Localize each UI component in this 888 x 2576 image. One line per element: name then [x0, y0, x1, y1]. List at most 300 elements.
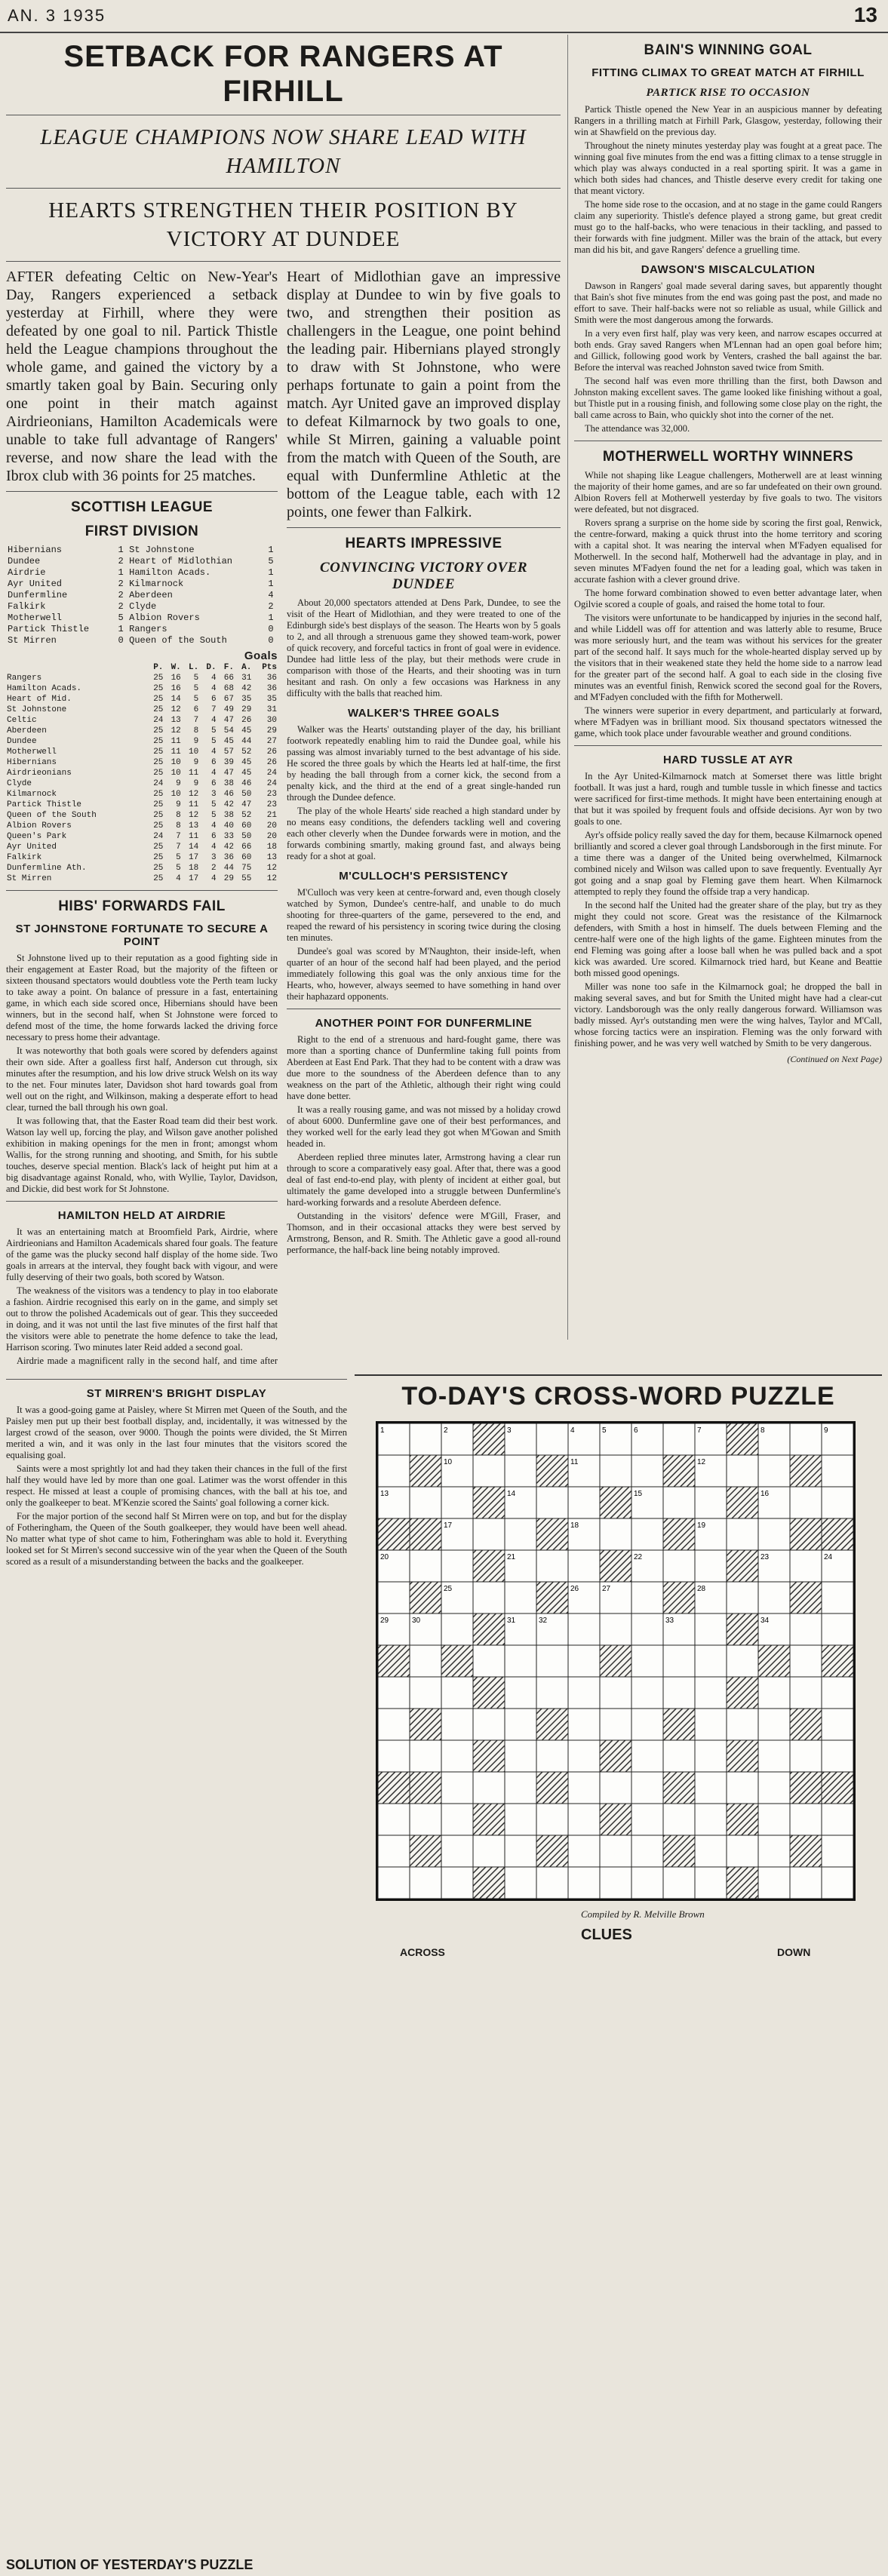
crossword-cell[interactable] [505, 1867, 536, 1899]
hibs-paragraph: It was following that, that the Easter Road team did their best work. Watson lay well up, forcing the play, and Wilson gave another polished exhibition in making openings for the men in front; amongst whom Wallis, for the strong running and shooting, and Smith, for his subtle touches, deserve special mention. Black's lack of height put him at a big disadvantage against Ronald, who, with Wyllie, Taylor, Davidson, and Dickie, did best work for St Johnstone. [6, 1116, 278, 1194]
crossword-cell[interactable] [790, 1740, 822, 1772]
crossword-number: 6 [634, 1426, 638, 1435]
stmirren-body [6, 1405, 347, 1567]
crossword-cell[interactable] [600, 1518, 631, 1550]
dunfermline-paragraph: Outstanding in the visitors' defence were M'Gill, Fraser, and Thomson, and in their occasional attacks they were best served by Armstrong, Benson, and R. Smith. The Athletic gave a good all-round performance, the half-back line being notably improved. [287, 1211, 561, 1255]
crossword-cell[interactable] [631, 1582, 663, 1613]
crossword-cell[interactable] [758, 1804, 790, 1835]
crossword-black-cell [410, 1518, 441, 1550]
dawson-paragraph: In a very even first half, play was very keen, and narrow escapes occurred at both ends. Gray saved Rangers when M'Lennan had an open goal before him; and Gillick, following good work by Venters, crashed the ball against the bar. Before the interval was reached Johnston saved twice from Smith. [574, 328, 882, 373]
crossword-number: 23 [760, 1553, 770, 1561]
crossword-cell[interactable] [441, 1550, 473, 1582]
crossword-cell[interactable] [822, 1455, 853, 1487]
solution-headline: SOLUTION OF YESTERDAY'S PUZZLE [6, 2557, 253, 2572]
league-table-row: St Johnstone 25 12 6 7 49 29 31 [7, 705, 277, 714]
crossword-number: 24 [824, 1553, 833, 1561]
crossword-cell[interactable] [410, 1645, 441, 1677]
crossword-cell[interactable] [441, 1835, 473, 1867]
crossword-cell[interactable] [441, 1740, 473, 1772]
crossword-cell[interactable] [378, 1740, 410, 1772]
crossword-grid-svg[interactable] [378, 1423, 853, 1899]
crossword-cell[interactable] [790, 1550, 822, 1582]
crossword-black-cell [727, 1550, 758, 1582]
crossword-black-cell [600, 1740, 631, 1772]
crossword-cell[interactable] [727, 1835, 758, 1867]
walker-paragraph: The play of the whole Hearts' side reached a high standard under by no means easy conditions, the defenders tackling well and covering each other cleverly when the Dundee forwards were in motion, and the forwards combining smartly, making ground fast, and always being ready for a shot at goal. [287, 806, 561, 861]
hearts-paragraph: About 20,000 spectators attended at Dens Park, Dundee, to see the visit of the Heart of Midlothian, and they were treated to one of the Edinburgh side's best displays of the season. The Hearts won by 5 goals to 2, and all through a strenuous game they showed team-work, power of quick recovery, and forceful tactics in front of goal were in evidence. Dundee had little less of the play, but their methods were crude in comparison with those of the Hearts, and their shooting was in turn hesitant and rash. On only a few occasions was Harkness in any difficulty with the balls that reached him. [287, 597, 561, 698]
crossword-cell[interactable] [758, 1867, 790, 1899]
crossword-number: 32 [539, 1617, 548, 1625]
crossword-cell[interactable] [727, 1455, 758, 1487]
crossword-cell[interactable] [600, 1613, 631, 1645]
crossword-cell[interactable] [410, 1423, 441, 1455]
motherwell-paragraph: The visitors were unfortunate to be handicapped by injuries in the second half, and while Liddell was off for attention and was latterly able to resume, Bruce was more seriously hurt, and the team was without his services for the greater part of the second half. It says much for the whole-hearted display served up by the visitors that in their weakened state they held the home side to a narrow lead for the greater part of the second half. A goal to each side in the closing five minutes was an eventful finish, Renwick scored the second goal for the Rovers, and M'Fadyen concluded with the fifth for Motherwell. [574, 613, 882, 702]
crossword-cell[interactable] [473, 1772, 505, 1804]
result-row: Airdrie 1 Hamilton Acads. 1 [8, 567, 274, 578]
crossword-cell[interactable] [473, 1835, 505, 1867]
bain-subheadline-2: PARTICK RISE TO OCCASION [646, 87, 810, 99]
ayr-paragraph: Miller was none too safe in the Kilmarnock goal; he dropped the ball in making several saves, and but for Smith the United might have had a clear-cut victory. Landsborough was the only really dangerous forward. Williamson was badly missed. Ayr's outstanding men were the wing halves, Taylor and M'Call, whose forcing tactics were an inspiration. Fleming was the only forward with finishing power, and he was very well watched by Smith to be very dangerous. [574, 981, 882, 1049]
crossword-black-cell [410, 1772, 441, 1804]
crossword-cell[interactable] [822, 1677, 853, 1709]
crossword-cell[interactable] [631, 1772, 663, 1804]
crossword-black-cell [758, 1645, 790, 1677]
crossword-black-cell [790, 1835, 822, 1867]
stmirren-headline: ST MIRREN'S BRIGHT DISPLAY [86, 1387, 267, 1400]
crossword-cell[interactable] [536, 1487, 568, 1518]
crossword-cell[interactable] [505, 1677, 536, 1709]
crossword-cell[interactable] [600, 1772, 631, 1804]
league-table-row: Motherwell 25 11 10 4 57 52 26 [7, 748, 277, 757]
hamilton-paragraph: It was an entertaining match at Broomfield Park, Airdrie, where Airdrieonians and Hamilton Academicals shared four goals. The feature of the game was the plucky second half display of the home side. Two goals in arrears at the interval, they fought back with vigour, and were fully deserving of their two goals, both scored by Watson. [6, 1227, 278, 1282]
crossword-cell[interactable] [631, 1455, 663, 1487]
bain-subheadline: FITTING CLIMAX TO GREAT MATCH AT FIRHILL [591, 66, 865, 79]
crossword-cell[interactable] [568, 1645, 600, 1677]
crossword-cell[interactable] [790, 1487, 822, 1518]
crossword-cell[interactable] [631, 1518, 663, 1550]
issue-date: AN. 3 1935 [8, 6, 106, 25]
crossword-cell[interactable] [473, 1645, 505, 1677]
league-table-row: Rangers 25 16 5 4 66 31 36 [7, 674, 277, 683]
crossword-cell[interactable] [441, 1613, 473, 1645]
crossword-cell[interactable] [695, 1804, 727, 1835]
result-row: Falkirk 2 Clyde 2 [8, 601, 274, 612]
crossword-cell[interactable] [568, 1677, 600, 1709]
crossword-black-cell [727, 1613, 758, 1645]
crossword-cell[interactable] [473, 1518, 505, 1550]
crossword-cell[interactable] [536, 1423, 568, 1455]
crossword-black-cell [473, 1804, 505, 1835]
crossword-cell[interactable] [505, 1518, 536, 1550]
crossword-cell[interactable] [536, 1804, 568, 1835]
crossword-cell[interactable] [441, 1804, 473, 1835]
crossword-cell[interactable] [631, 1867, 663, 1899]
crossword-cell[interactable] [695, 1709, 727, 1740]
crossword-cell[interactable] [568, 1772, 600, 1804]
crossword-cell[interactable] [758, 1455, 790, 1487]
crossword-cell[interactable] [631, 1677, 663, 1709]
dawson-headline: DAWSON'S MISCALCULATION [641, 263, 816, 276]
crossword-cell[interactable] [758, 1709, 790, 1740]
crossword-cell[interactable] [727, 1709, 758, 1740]
crossword-cell[interactable] [505, 1582, 536, 1613]
dunfermline-paragraph: Right to the end of a strenuous and hard-fought game, there was more than a sporting chance of Dunfermline taking full points from Aberdeen at East End Park. That they had to be content with a draw was due more to the soundness of the Aberdeen defence than to any weakness on the part of the Athletic, although their right wing could have done better. [287, 1034, 561, 1101]
crossword-cell[interactable] [663, 1677, 695, 1709]
crossword-cell[interactable] [568, 1835, 600, 1867]
crossword-black-cell [790, 1582, 822, 1613]
crossword-cell[interactable] [822, 1582, 853, 1613]
crossword-number: 30 [412, 1617, 421, 1625]
clues-label: CLUES [581, 1927, 632, 1943]
crossword-cell[interactable] [378, 1709, 410, 1740]
crossword-black-cell [663, 1582, 695, 1613]
crossword-number: 19 [697, 1521, 706, 1530]
crossword-number: 16 [760, 1490, 770, 1498]
continued-note: (Continued on Next Page) [787, 1054, 882, 1064]
stmirren-paragraph: It was a good-going game at Paisley, where St Mirren met Queen of the South, and the Paisley men put up their best football display, and, incidentally, it was witnessed by the largest crowd of the season, over 9000. Though the points were divided, the St Mirren merited a win, and it was only in the last four minutes that the visitors scored the equalising goal. [6, 1405, 347, 1460]
motherwell-body [574, 470, 882, 739]
crossword-cell[interactable] [695, 1740, 727, 1772]
crossword-black-cell [822, 1518, 853, 1550]
crossword-cell[interactable] [568, 1804, 600, 1835]
crossword-grid[interactable] [376, 1421, 856, 1901]
crossword-black-cell [378, 1518, 410, 1550]
lead-paragraph-right: Heart of Midlothian gave an impressive display at Dundee to win by five goals to two, and strengthen their position as challengers in the League, one point behind the leading pair. Hibernians played strongly to draw with St Johnstone, who were perhaps fortunate to gain a point from the match. Ayr United gave an improved display to defeat Kilmarnock by two goals to one, while St Mirren, gaining a valuable point from the match with Queen of the South, are equal with Dunfermline Athletic at the bottom of the League table, each with 12 points, one fewer than Falkirk. [287, 269, 561, 520]
crossword-cell[interactable] [790, 1613, 822, 1645]
crossword-cell[interactable] [505, 1455, 536, 1487]
crossword-black-cell [410, 1582, 441, 1613]
hearts-subheadline: CONVINCING VICTORY OVER DUNDEE [319, 560, 528, 592]
dawson-paragraph: Dawson in Rangers' goal made several daring saves, but apparently thought that Bain's shot five minutes from the end was going past the post, and made no effort to save. Their half-backs were not so reliable as usual, while Gillick and Smith were the most dangerous among the forwards. [574, 281, 882, 325]
crossword-number: 10 [444, 1458, 453, 1466]
crossword-cell[interactable] [790, 1804, 822, 1835]
crossword-black-cell [663, 1518, 695, 1550]
crossword-number: 21 [507, 1553, 516, 1561]
crossword-cell[interactable] [695, 1487, 727, 1518]
crossword-black-cell [790, 1709, 822, 1740]
main-headline: SETBACK FOR RANGERS AT FIRHILL [63, 40, 503, 108]
crossword-cell[interactable] [790, 1423, 822, 1455]
hamilton-paragraph: Airdrie made a magnificent rally in the second half, and time after [17, 1356, 278, 1366]
crossword-cell[interactable] [663, 1423, 695, 1455]
league-table-row: Aberdeen 25 12 8 5 54 45 29 [7, 726, 277, 735]
crossword-cell[interactable] [441, 1709, 473, 1740]
crossword-cell[interactable] [663, 1550, 695, 1582]
hibs-subheadline: ST JOHNSTONE FORTUNATE TO SECURE A POINT [15, 923, 269, 948]
crossword-cell[interactable] [631, 1613, 663, 1645]
crossword-cell[interactable] [505, 1804, 536, 1835]
mcculloch-body [287, 887, 561, 1002]
crossword-cell[interactable] [631, 1740, 663, 1772]
crossword-cell[interactable] [568, 1550, 600, 1582]
crossword-black-cell [663, 1772, 695, 1804]
crossword-cell[interactable] [410, 1804, 441, 1835]
crossword-number: 17 [444, 1521, 453, 1530]
hamilton-headline: HAMILTON HELD AT AIRDRIE [57, 1209, 226, 1222]
crossword-section [355, 1374, 882, 2574]
crossword-black-cell [378, 1645, 410, 1677]
mcculloch-paragraph: M'Culloch was very keen at centre-forward and, even though closely watched by Symon, Dundee's centre-half, and unable to do much shooting for three-quarters of the game, persevered to the end, and reaped the reward of his persistency in scoring twice during the closing ten minutes. [287, 887, 561, 943]
crossword-title: TO-DAY'S CROSS-WORD PUZZLE [401, 1382, 835, 1411]
league-table-row: Dundee 25 11 9 5 45 44 27 [7, 737, 277, 746]
crossword-cell[interactable] [695, 1835, 727, 1867]
crossword-cell[interactable] [758, 1772, 790, 1804]
crossword-cell[interactable] [758, 1677, 790, 1709]
league-table-row: Ayr United 25 7 14 4 42 66 18 [7, 843, 277, 852]
bain-paragraph: Throughout the ninety minutes yesterday play was fought at a great pace. The winning goal five minutes from the end was a fitting climax to a tense struggle in which play was always conducted in a real sporting spirit. It was a game in which both sides had chances, and Thistle deserve every credit for taking one that meant victory. [574, 140, 882, 196]
result-row: Dundee 2 Heart of Midlothian 5 [8, 556, 274, 566]
crossword-number: 9 [824, 1426, 828, 1435]
hamilton-paragraph: The weakness of the visitors was a tendency to play in too elaborate a fashion. Airdrie recognised this early on in the game, and simply set out to throw the polished Academicals out of gear. This they succeeded in doing, and it was not until the last five minutes of the first half that the visitors were able to penetrate the home defence to take the lead, Harrison scoring. Two minutes later Reid added a second goal. [6, 1285, 278, 1352]
result-row: St Mirren 0 Queen of the South 0 [8, 635, 274, 646]
deck-headline-2: HEARTS STRENGTHEN THEIR POSITION BY VICTORY AT DUNDEE [48, 198, 518, 251]
crossword-cell[interactable] [568, 1740, 600, 1772]
crossword-cell[interactable] [631, 1835, 663, 1867]
stmirren-paragraph: For the major portion of the second half St Mirren were on top, and but for the display of Fotheringham, the Queen of the South goalkeeper, they would have been well ahead. No matter what type of shot came to him, Fotheringham was able to hold it. Everything looked set for St Mirren's second successive win of the year when the Queen of the South scored as a result of a misunderstanding between the backs and the goalkeeper. [6, 1511, 347, 1567]
crossword-number: 12 [697, 1458, 706, 1466]
crossword-cell[interactable] [505, 1772, 536, 1804]
crossword-black-cell [473, 1423, 505, 1455]
crossword-black-cell [410, 1455, 441, 1487]
league-table-row: Clyde 24 9 9 6 38 46 24 [7, 779, 277, 788]
crossword-cell[interactable] [505, 1740, 536, 1772]
stmirren-paragraph: Saints were a most sprightly lot and had they taken their chances in the full of the first half they would have led by more than one goal. Latimer was the worst offender in this respect. He missed at least a couple of promising chances, with the ball at his toe, and only the goalkeeper to beat. M'Kenzie scored the Saints' goal following a corner kick. [6, 1463, 347, 1508]
crossword-number: 20 [380, 1553, 389, 1561]
crossword-cell[interactable] [631, 1709, 663, 1740]
crossword-cell[interactable] [441, 1487, 473, 1518]
ayr-paragraph: Ayr's offside policy really saved the day for them, because Kilmarnock opened brilliantly and scored a clever goal through Landsborough in the first minute. For a time there was a danger of the United being overwhelmed, Kilmarnock combined nicely and Wilson was called upon to save frequently. Eventually Ayr got going and a snap goal by Fleming gave them heart. When Kilmarnock attempted to reply they found the offside trap a very handicap. [574, 830, 882, 897]
league-title: SCOTTISH LEAGUE [70, 499, 213, 515]
crossword-black-cell [441, 1645, 473, 1677]
crossword-number: 11 [570, 1458, 579, 1466]
crossword-cell[interactable] [441, 1867, 473, 1899]
result-row: Ayr United 2 Kilmarnock 1 [8, 579, 274, 589]
ayr-body [574, 771, 882, 1049]
crossword-cell[interactable] [378, 1867, 410, 1899]
dunfermline-body [287, 1034, 561, 1256]
crossword-cell[interactable] [441, 1772, 473, 1804]
crossword-black-cell [473, 1613, 505, 1645]
crossword-cell[interactable] [822, 1804, 853, 1835]
crossword-cell[interactable] [600, 1455, 631, 1487]
crossword-cell[interactable] [822, 1867, 853, 1899]
crossword-black-cell [410, 1835, 441, 1867]
main-story-column [6, 35, 561, 1366]
crossword-black-cell [727, 1867, 758, 1899]
motherwell-paragraph: Rovers sprang a surprise on the home side by scoring the first goal, Renwick, the centre-forward, making a quick thrust into the home territory and scoring with a capital shot. It was nearing the interval when M'Fadyen equalised for Motherwell. In the second half, Motherwell had the advantage in play, and in seven minutes M'Fadyen found the net for a leading goal, which was taken in accurate fashion with a clever ground drive. [574, 517, 882, 585]
crossword-cell[interactable] [790, 1677, 822, 1709]
crossword-cell[interactable] [378, 1677, 410, 1709]
dunfermline-headline: ANOTHER POINT FOR DUNFERMLINE [315, 1017, 533, 1030]
league-table-row: Albion Rovers 25 8 13 4 40 60 20 [7, 821, 277, 831]
crossword-cell[interactable] [727, 1518, 758, 1550]
crossword-cell[interactable] [568, 1709, 600, 1740]
crossword-cell[interactable] [663, 1740, 695, 1772]
crossword-number: 33 [665, 1617, 674, 1625]
crossword-number: 15 [634, 1490, 643, 1498]
crossword-black-cell [790, 1455, 822, 1487]
crossword-black-cell [822, 1645, 853, 1677]
league-table-row: Hamilton Acads. 25 16 5 4 68 42 36 [7, 684, 277, 693]
league-table-row: Hibernians 25 10 9 6 39 45 26 [7, 758, 277, 767]
across-label: ACROSS [400, 1946, 445, 1958]
crossword-black-cell [536, 1709, 568, 1740]
crossword-black-cell [663, 1455, 695, 1487]
crossword-cell[interactable] [822, 1487, 853, 1518]
crossword-number: 28 [697, 1585, 706, 1593]
crossword-cell[interactable] [378, 1804, 410, 1835]
crossword-number: 13 [380, 1490, 389, 1498]
crossword-cell[interactable] [695, 1772, 727, 1804]
crossword-black-cell [790, 1518, 822, 1550]
crossword-cell[interactable] [727, 1772, 758, 1804]
crossword-cell[interactable] [473, 1455, 505, 1487]
crossword-cell[interactable] [790, 1645, 822, 1677]
crossword-number: 34 [760, 1617, 770, 1625]
result-row: Partick Thistle 1 Rangers 0 [8, 624, 274, 634]
lead-paragraph-left: AFTER defeating Celtic on New-Year's Day, Rangers experienced a setback yesterday at Firhill, where they were defeated by one goal to nil. Partick Thistle held the League champions throughout the whole game, and gained the victory by a smartly taken goal by Bain. Securing only one point in their match against Airdrieonians, Hamilton Academicals were unable to take full advantage of Rangers' reverse, and now share the lead with the Ibrox club with 36 points for 25 matches. [6, 269, 278, 484]
crossword-cell[interactable] [568, 1867, 600, 1899]
crossword-cell[interactable] [600, 1677, 631, 1709]
crossword-cell[interactable] [505, 1835, 536, 1867]
dawson-paragraph: The attendance was 32,000. [585, 423, 690, 434]
crossword-cell[interactable] [536, 1677, 568, 1709]
bain-paragraph: The home side rose to the occasion, and at no stage in the game could Rangers claim any superiority. Thistle's defence played a strong game, but great credit must go to the half-backs, who were tenacious in their tackling, and passed to their forwards with fine judgment. Miller was the brain of the attack, but every man did his bit, and gave Rangers' defence a gruelling time. [574, 199, 882, 255]
crossword-black-cell [378, 1772, 410, 1804]
hibs-headline: HIBS' FORWARDS FAIL [58, 898, 226, 914]
crossword-cell[interactable] [505, 1709, 536, 1740]
league-table-row: Celtic 24 13 7 4 47 26 30 [7, 716, 277, 725]
crossword-black-cell [727, 1487, 758, 1518]
crossword-black-cell [473, 1740, 505, 1772]
crossword-cell[interactable] [663, 1645, 695, 1677]
crossword-cell[interactable] [600, 1709, 631, 1740]
crossword-black-cell [600, 1487, 631, 1518]
right-column [567, 35, 882, 1340]
crossword-cell[interactable] [663, 1867, 695, 1899]
crossword-black-cell [536, 1835, 568, 1867]
crossword-number: 7 [697, 1426, 702, 1435]
league-table-header: P. W. L. D. F. A. Pts [153, 663, 277, 672]
crossword-cell[interactable] [822, 1740, 853, 1772]
crossword-cell[interactable] [378, 1835, 410, 1867]
crossword-cell[interactable] [695, 1867, 727, 1899]
dawson-body [574, 281, 882, 434]
crossword-black-cell [727, 1677, 758, 1709]
crossword-cell[interactable] [536, 1550, 568, 1582]
crossword-cell[interactable] [695, 1550, 727, 1582]
crossword-cell[interactable] [410, 1677, 441, 1709]
crossword-cell[interactable] [378, 1582, 410, 1613]
results-table [6, 545, 278, 646]
crossword-cell[interactable] [441, 1677, 473, 1709]
crossword-cell[interactable] [727, 1645, 758, 1677]
crossword-black-cell [473, 1487, 505, 1518]
crossword-black-cell [822, 1772, 853, 1804]
league-table-row: Queen's Park 24 7 11 6 33 50 20 [7, 832, 277, 841]
ayr-paragraph: In the Ayr United-Kilmarnock match at Somerset there was little bright football. It was just a hard, rough and tumble tussle in which finesse and tactics were sacrificed for first-time methods. It might have been entertaining enough at that but it was spoiled by frequent fouls and offside decisions. Ayr won by two goals to one. [574, 771, 882, 827]
motherwell-paragraph: The home forward combination showed to even better advantage later, when Ogilvie scored a couple of goals, and raised the home total to four. [574, 588, 882, 609]
crossword-black-cell [600, 1550, 631, 1582]
crossword-cell[interactable] [568, 1613, 600, 1645]
league-table-row: St Mirren 25 4 17 4 29 55 12 [7, 874, 277, 883]
crossword-cell[interactable] [727, 1582, 758, 1613]
crossword-cell[interactable] [758, 1740, 790, 1772]
crossword-cell[interactable] [410, 1550, 441, 1582]
crossword-cell[interactable] [631, 1645, 663, 1677]
dawson-paragraph: The second half was even more thrilling than the first, both Dawson and Johnston making excellent saves. The game looked like finishing without a goal, but Thistle put in a rousing finish, and following some close play on the right, the ball came across to Bain, who quickly shot into the corner of the net. [574, 376, 882, 420]
crossword-number: 22 [634, 1553, 643, 1561]
crossword-cell[interactable] [473, 1709, 505, 1740]
crossword-cell[interactable] [822, 1709, 853, 1740]
crossword-number: 5 [602, 1426, 607, 1435]
down-label: DOWN [777, 1946, 811, 1958]
ayr-paragraph: In the second half the United had the greater share of the play, but try as they might they could not score. Great was the resistance of the Kilmarnock defenders, with Smith a host in himself. The duels between Fleming and the centre-half were one of the high lights of the game. Eighteen minutes from the end Fleming was going after a loose ball when he was pulled back and a spot kick was awarded. Ure scored. Kilmarnock tried hard, but Keane and Beattie both missed good openings. [574, 900, 882, 978]
motherwell-paragraph: The winners were superior in every department, and particularly at forward, where M'Fadyen was in brilliant mood. Six thousand spectators witnessed the game, which took place under favourable weather and ground conditions. [574, 705, 882, 738]
crossword-cell[interactable] [695, 1677, 727, 1709]
hibs-body [6, 953, 278, 1195]
crossword-cell[interactable] [600, 1867, 631, 1899]
crossword-cell[interactable] [536, 1867, 568, 1899]
crossword-composer: Compiled by R. Melville Brown [581, 1908, 705, 1920]
crossword-cell[interactable] [758, 1835, 790, 1867]
crossword-number: 18 [570, 1521, 579, 1530]
crossword-cell[interactable] [758, 1518, 790, 1550]
crossword-cell[interactable] [536, 1645, 568, 1677]
crossword-cell[interactable] [790, 1867, 822, 1899]
crossword-number: 3 [507, 1426, 512, 1435]
crossword-cell[interactable] [473, 1582, 505, 1613]
goals-label: Goals [244, 649, 278, 662]
lead-columns [6, 268, 561, 1366]
crossword-cell[interactable] [695, 1613, 727, 1645]
bain-paragraph: Partick Thistle opened the New Year in an auspicious manner by defeating Rangers in a thrilling match at Firhill Park, Glasgow, yesterday, following their win at Shawfield on the previous day. [574, 104, 882, 137]
crossword-cell[interactable] [695, 1645, 727, 1677]
crossword-black-cell [727, 1423, 758, 1455]
walker-body [287, 724, 561, 862]
mcculloch-headline: M'CULLOCH'S PERSISTENCY [339, 870, 509, 883]
crossword-number: 27 [602, 1585, 611, 1593]
crossword-cell[interactable] [410, 1487, 441, 1518]
crossword-black-cell [600, 1645, 631, 1677]
crossword-cell[interactable] [631, 1804, 663, 1835]
ayr-headline: HARD TUSSLE AT AYR [662, 754, 794, 766]
bain-body [574, 104, 882, 256]
crossword-cell[interactable] [822, 1613, 853, 1645]
crossword-cell[interactable] [536, 1740, 568, 1772]
result-row: Motherwell 5 Albion Rovers 1 [8, 613, 274, 623]
crossword-cell[interactable] [410, 1867, 441, 1899]
crossword-black-cell [727, 1740, 758, 1772]
motherwell-paragraph: While not shaping like League challengers, Motherwell are at least winning the majority of their home games, and are so far undefeated on their own ground. Albion Rovers fell at Motherwell yesterday by five goals to two. The visitors were defeated, but not disgraced. [574, 470, 882, 514]
mcculloch-paragraph: Dundee's goal was scored by M'Naughton, their inside-left, when quarter of an hour of the second half had been played, and the period immediately following this goal was the only anxious time for the Hearts, who, however, always seemed to have something in hand over their haphazard opponents. [287, 946, 561, 1002]
hibs-paragraph: It was noteworthy that both goals were scored by defenders against their own side. After a goalless first half, Anderson cut through, six minutes after the resumption, and his low drive struck Welsh on its way to the net. Four minutes later, Davidson shot hard towards goal from well out on the right, and Wilkinson, making a desperate effort to head clear, turned the ball through his own goal. [6, 1045, 278, 1113]
crossword-cell[interactable] [505, 1645, 536, 1677]
crossword-cell[interactable] [822, 1835, 853, 1867]
hearts-body [287, 597, 561, 699]
crossword-cell[interactable] [378, 1455, 410, 1487]
crossword-cell[interactable] [600, 1835, 631, 1867]
crossword-cell[interactable] [568, 1487, 600, 1518]
league-table [6, 662, 278, 884]
crossword-number: 31 [507, 1617, 516, 1625]
crossword-cell[interactable] [663, 1487, 695, 1518]
crossword-cell[interactable] [663, 1804, 695, 1835]
crossword-cell[interactable] [758, 1582, 790, 1613]
crossword-cell[interactable] [410, 1740, 441, 1772]
crossword-number: 26 [570, 1585, 579, 1593]
crossword-number: 4 [570, 1426, 575, 1435]
